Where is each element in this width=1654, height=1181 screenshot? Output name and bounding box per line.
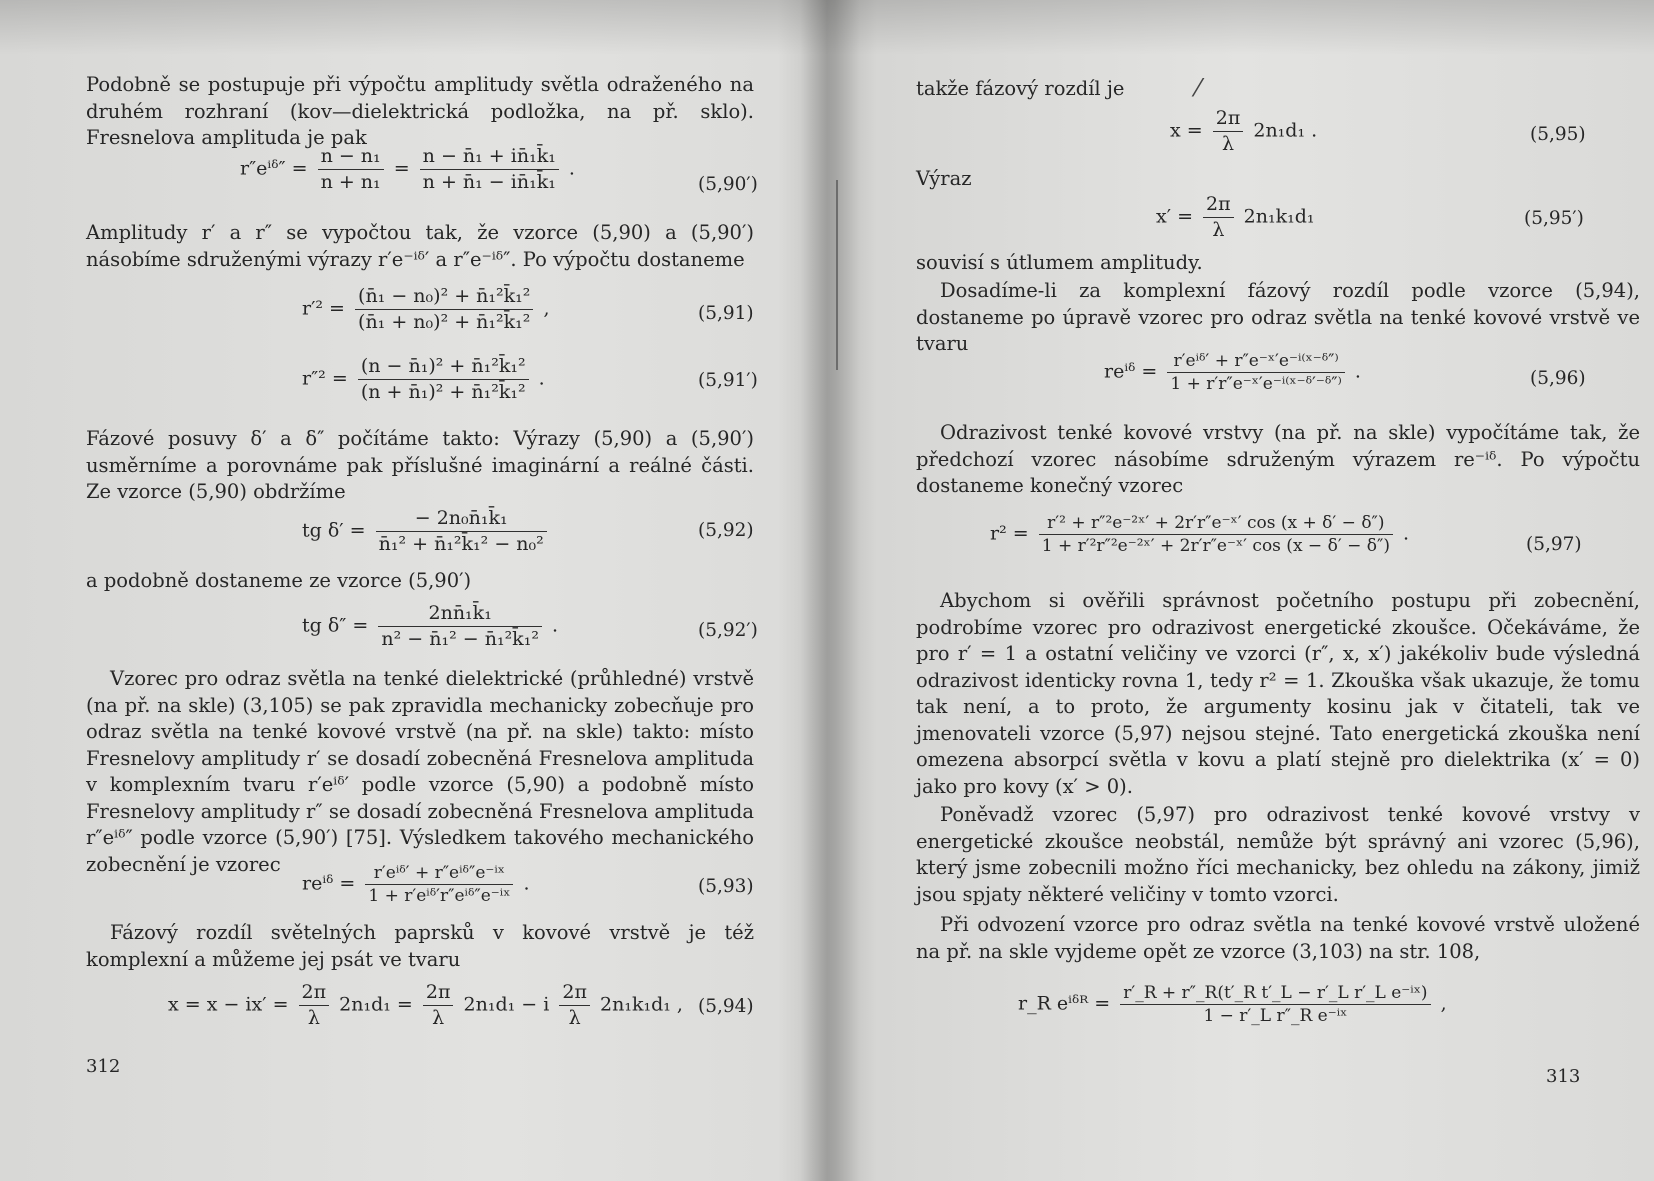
right-page — [840, 0, 1654, 1181]
binding-mark — [836, 180, 838, 370]
page-number: 312 — [86, 1056, 121, 1077]
paragraph: souvisí s útlumem amplitudy. — [916, 251, 1203, 274]
equation-5-91-prime: r″² = $\frac{\text{(n − n̄₁)² + n̄₁²k̄₁²}}{\text{(n + n̄₁)² + n̄₁²k̄₁²}}$ . — [302, 355, 545, 403]
left-page — [0, 0, 820, 1181]
paragraph: Poněvadž vzorec (5,97) pro odrazivost tenké kovové vrstvy v energetické zkoušce neobstál, nemůže být správný ani vzorec (5,96), který jsme zobecnili možno říci mechanicky, bez ohledu na zákony, jimiž jsou spjaty některé veličiny v tomto vzorci. — [916, 803, 1640, 906]
paragraph: Podobně se postupuje při výpočtu amplitudy světla odraženého na druhém rozhraní (kov—dielektrická podložka, na př. sklo). Fresnelova amplituda je pak — [86, 73, 754, 149]
equation-label: (5,94) — [698, 996, 754, 1017]
equation-label: (5,95′) — [1524, 208, 1584, 229]
equation-label: (5,92′) — [698, 620, 758, 641]
equation-label: (5,93) — [698, 876, 754, 897]
equation-label: (5,92) — [698, 520, 754, 541]
equation-5-96: reⁱᵟ = $\frac{\text{r′eⁱᵟ′ + r″e⁻ˣ′e⁻ⁱ⁽ˣ⁻ᵟ″⁾}}{\text{1 + r′r″e⁻ˣ′e⁻ⁱ⁽ˣ⁻ᵟ′⁻ᵟ″⁾}}$ . — [1104, 351, 1361, 394]
equation-5-97: r² = $\frac{\text{r′² + r″²e⁻²ˣ′ + 2r′r″e⁻ˣ′ cos (x + δ′ − δ″)}}{\text{1 + r′²r″²e⁻²ˣ′ + 2r′r″e⁻ˣ′ cos (x − δ′ − δ″)}}$ . — [990, 513, 1410, 556]
equation-label: (5,91) — [698, 303, 754, 324]
paragraph: takže fázový rozdíl je — [916, 77, 1125, 100]
equation-label: (5,95) — [1530, 124, 1586, 145]
equation-label: (5,91′) — [698, 370, 758, 391]
equation-label: (5,97) — [1526, 534, 1582, 555]
paragraph: Fázový rozdíl světelných paprsků v kovové vrstvě je též komplexní a můžeme jej psát ve tvaru — [86, 921, 754, 971]
paragraph: Dosadíme-li za komplexní fázový rozdíl podle vzorce (5,94), dostaneme po úpravě vzorec pro odraz světla na tenké kovové vrstvě ve tvaru — [916, 279, 1640, 355]
equation-5-92: tg δ′ = $\frac{\text{− 2n₀n̄₁k̄₁}}{\text{n̄₁² + n̄₁²k̄₁² − n₀²}}$ — [302, 506, 551, 557]
paragraph: a podobně dostaneme ze vzorce (5,90′) — [86, 569, 472, 592]
paragraph: Fázové posuvy δ′ a δ″ počítáme takto: Výrazy (5,90) a (5,90′) usměrníme a porovnáme pak příslušné imaginární a reálné části. Ze vzorce (5,90) obdržíme — [86, 427, 754, 503]
paragraph: Amplitudy r′ a r″ se vypočtou tak, že vzorce (5,90) a (5,90′) násobíme sdruženými výrazy r′e⁻ⁱᵟ′ a r″e⁻ⁱᵟ″. Po výpočtu dostaneme — [86, 221, 754, 271]
paragraph: Výraz — [916, 167, 972, 190]
page-number: 313 — [1546, 1066, 1581, 1087]
paragraph: Při odvození vzorce pro odraz světla na tenké kovové vrstvě uložené na př. na skle vyjdeme opět ze vzorce (3,103) na str. 108, — [916, 913, 1640, 963]
equation-5-91: r′² = $\frac{\text{(n̄₁ − n₀)² + n̄₁²k̄₁²}}{\text{(n̄₁ + n₀)² + n̄₁²k̄₁²}}$ , — [302, 285, 550, 333]
equation-5-92-prime: tg δ″ = $\frac{\text{2nn̄₁k̄₁}}{\text{n² − n̄₁² − n̄₁²k̄₁²}}$ . — [302, 602, 559, 650]
equation-5-94: x = x − ix′ = $\frac{2\pi}{\lambda}$ 2n₁d₁ = $\frac{2\pi}{\lambda}$ 2n₁d₁ − i $\frac{2\pi}{\lambda}$ 2n₁k₁d₁ , — [168, 981, 683, 1029]
equation-5-90-prime: r″eⁱᵟ″ = $\frac{\text{n − n₁}}{\text{n + n₁}}$ = $\frac{\text{n − n̄₁ + in̄₁k̄₁}}{\text{n + n̄₁ − in̄₁k̄₁}}$ . — [240, 145, 575, 193]
paragraph: Vzorec pro odraz světla na tenké dielektrické (průhledné) vrstvě (na př. na skle) (3,105) se pak zpravidla mechanicky zobecňuje pro odraz světla na tenké kovové vrstvě (na př. na skle) takto: místo Fresnelovy amplitudy r′ se dosadí zobecněná Fresnelova amplituda v komplexním tvaru r′eⁱᵟ′ podle vzorce (5,90) a podobně místo Fresnelovy amplitudy r″ se dosadí zobecněná Fresnelova amplituda r″eⁱᵟ″ podle vzorce (5,90′) [75]. Výsledkem takového mechanického zobecnění je vzorec — [86, 667, 754, 876]
equation-5-95-prime: x′ = $\frac{2\pi}{\lambda}$ 2n₁k₁d₁ — [1156, 193, 1315, 241]
equation-label: (5,96) — [1530, 368, 1586, 389]
equation-label: (5,90′) — [698, 174, 758, 195]
paragraph: Abychom si ověřili správnost početního postupu při zobecnění, podrobíme vzorec pro odrazivost energetické zkoušce. Očekáváme, že pro r′ = 1 a ostatní veličiny ve vzorci (r″, x, x′) jakékoliv bude výsledná odrazivost identicky rovna 1, tedy r² = 1. Zkouška však ukazuje, že tomu tak není, a to proto, že argumenty kosinu jak v čitateli, tak ve jmenovateli vzorce (5,97) nejsou stejné. Tato energetická zkouška není omezena absorpcí světla v kovu a platí stejně pro dielektrika (x′ = 0) jako pro kovy (x′ > 0). — [916, 589, 1640, 798]
equation-3-103: r_R eⁱᵟᴿ = $\frac{\text{r′\_R + r″\_R(t′\_R t′\_L − r′\_L r′\_L e⁻ⁱˣ)}}{\text{1 − r′\_L r″\_R e⁻ⁱˣ}}$ , — [1018, 983, 1447, 1026]
equation-5-93: reⁱᵟ = $\frac{\text{r′eⁱᵟ′ + r″eⁱᵟ″e⁻ⁱˣ}}{\text{1 + r′eⁱᵟ′r″eⁱᵟ″e⁻ⁱˣ}}$ . — [302, 863, 530, 906]
equation-5-95: x = $\frac{2\pi}{\lambda}$ 2n₁d₁ . — [1170, 107, 1318, 155]
paragraph: Odrazivost tenké kovové vrstvy (na př. na skle) vypočítáme tak, že předchozí vzorec násobíme sdruženým výrazem re⁻ⁱᵟ. Po výpočtu dostaneme konečný vzorec — [916, 421, 1640, 497]
pencil-mark: ⁄ — [1196, 74, 1201, 102]
